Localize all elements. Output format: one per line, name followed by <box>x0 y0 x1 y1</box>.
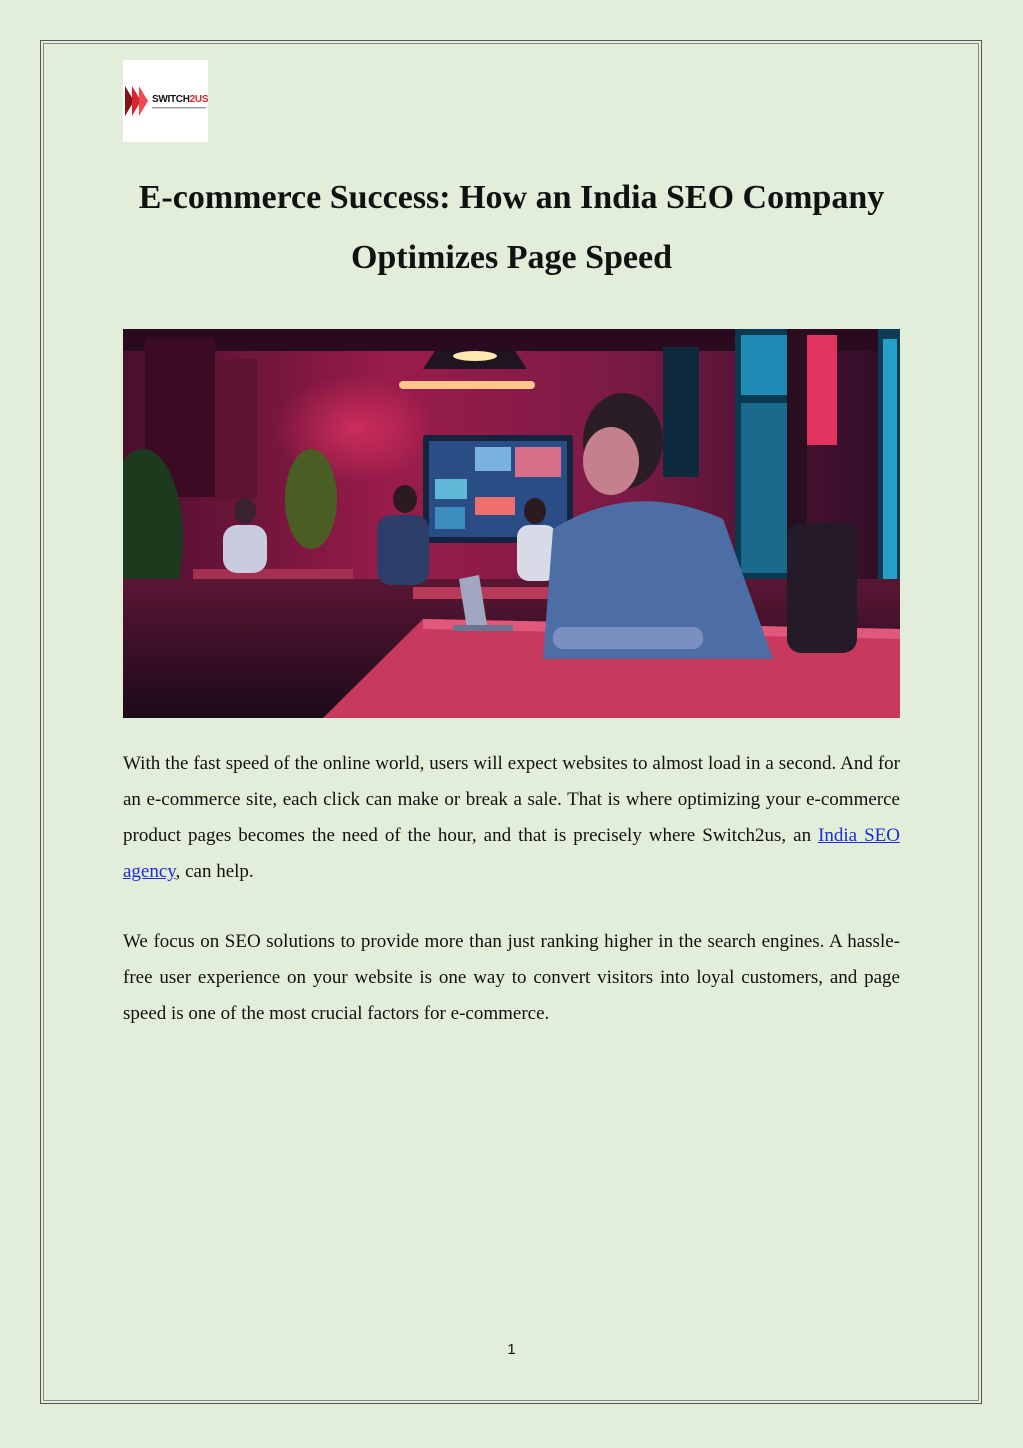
switch2us-logo <box>123 60 208 142</box>
india-seo-agency-link[interactable]: India SEO agency <box>123 825 900 882</box>
office-scene-illustration <box>123 329 900 718</box>
intro-paragraph: With the fast speed of the online world, users will expect websites to almost load in a second. And for an e-commerce site, each click can make or break a sale. That is where optimizing your e-commerce product pages becomes the need of the hour, and that is precisely where Switch2us, an India SEO agency, can help. <box>123 753 900 882</box>
title-line-1: E-commerce Success: How an India SEO Company <box>138 179 885 216</box>
title-line-2: Optimizes Page Speed <box>350 239 673 276</box>
page-title <box>123 168 900 288</box>
logo-wordmark: SWITCH2US <box>152 94 209 105</box>
seo-solutions-paragraph: We focus on SEO solutions to provide more than just ranking higher in the search engines. A hassle-free user experience on your website is one way to convert visitors into loyal customers, and page speed is one of the most crucial factors for e-commerce. <box>123 931 900 1024</box>
page-number: 1 <box>507 1341 516 1358</box>
hero-image <box>123 329 900 718</box>
